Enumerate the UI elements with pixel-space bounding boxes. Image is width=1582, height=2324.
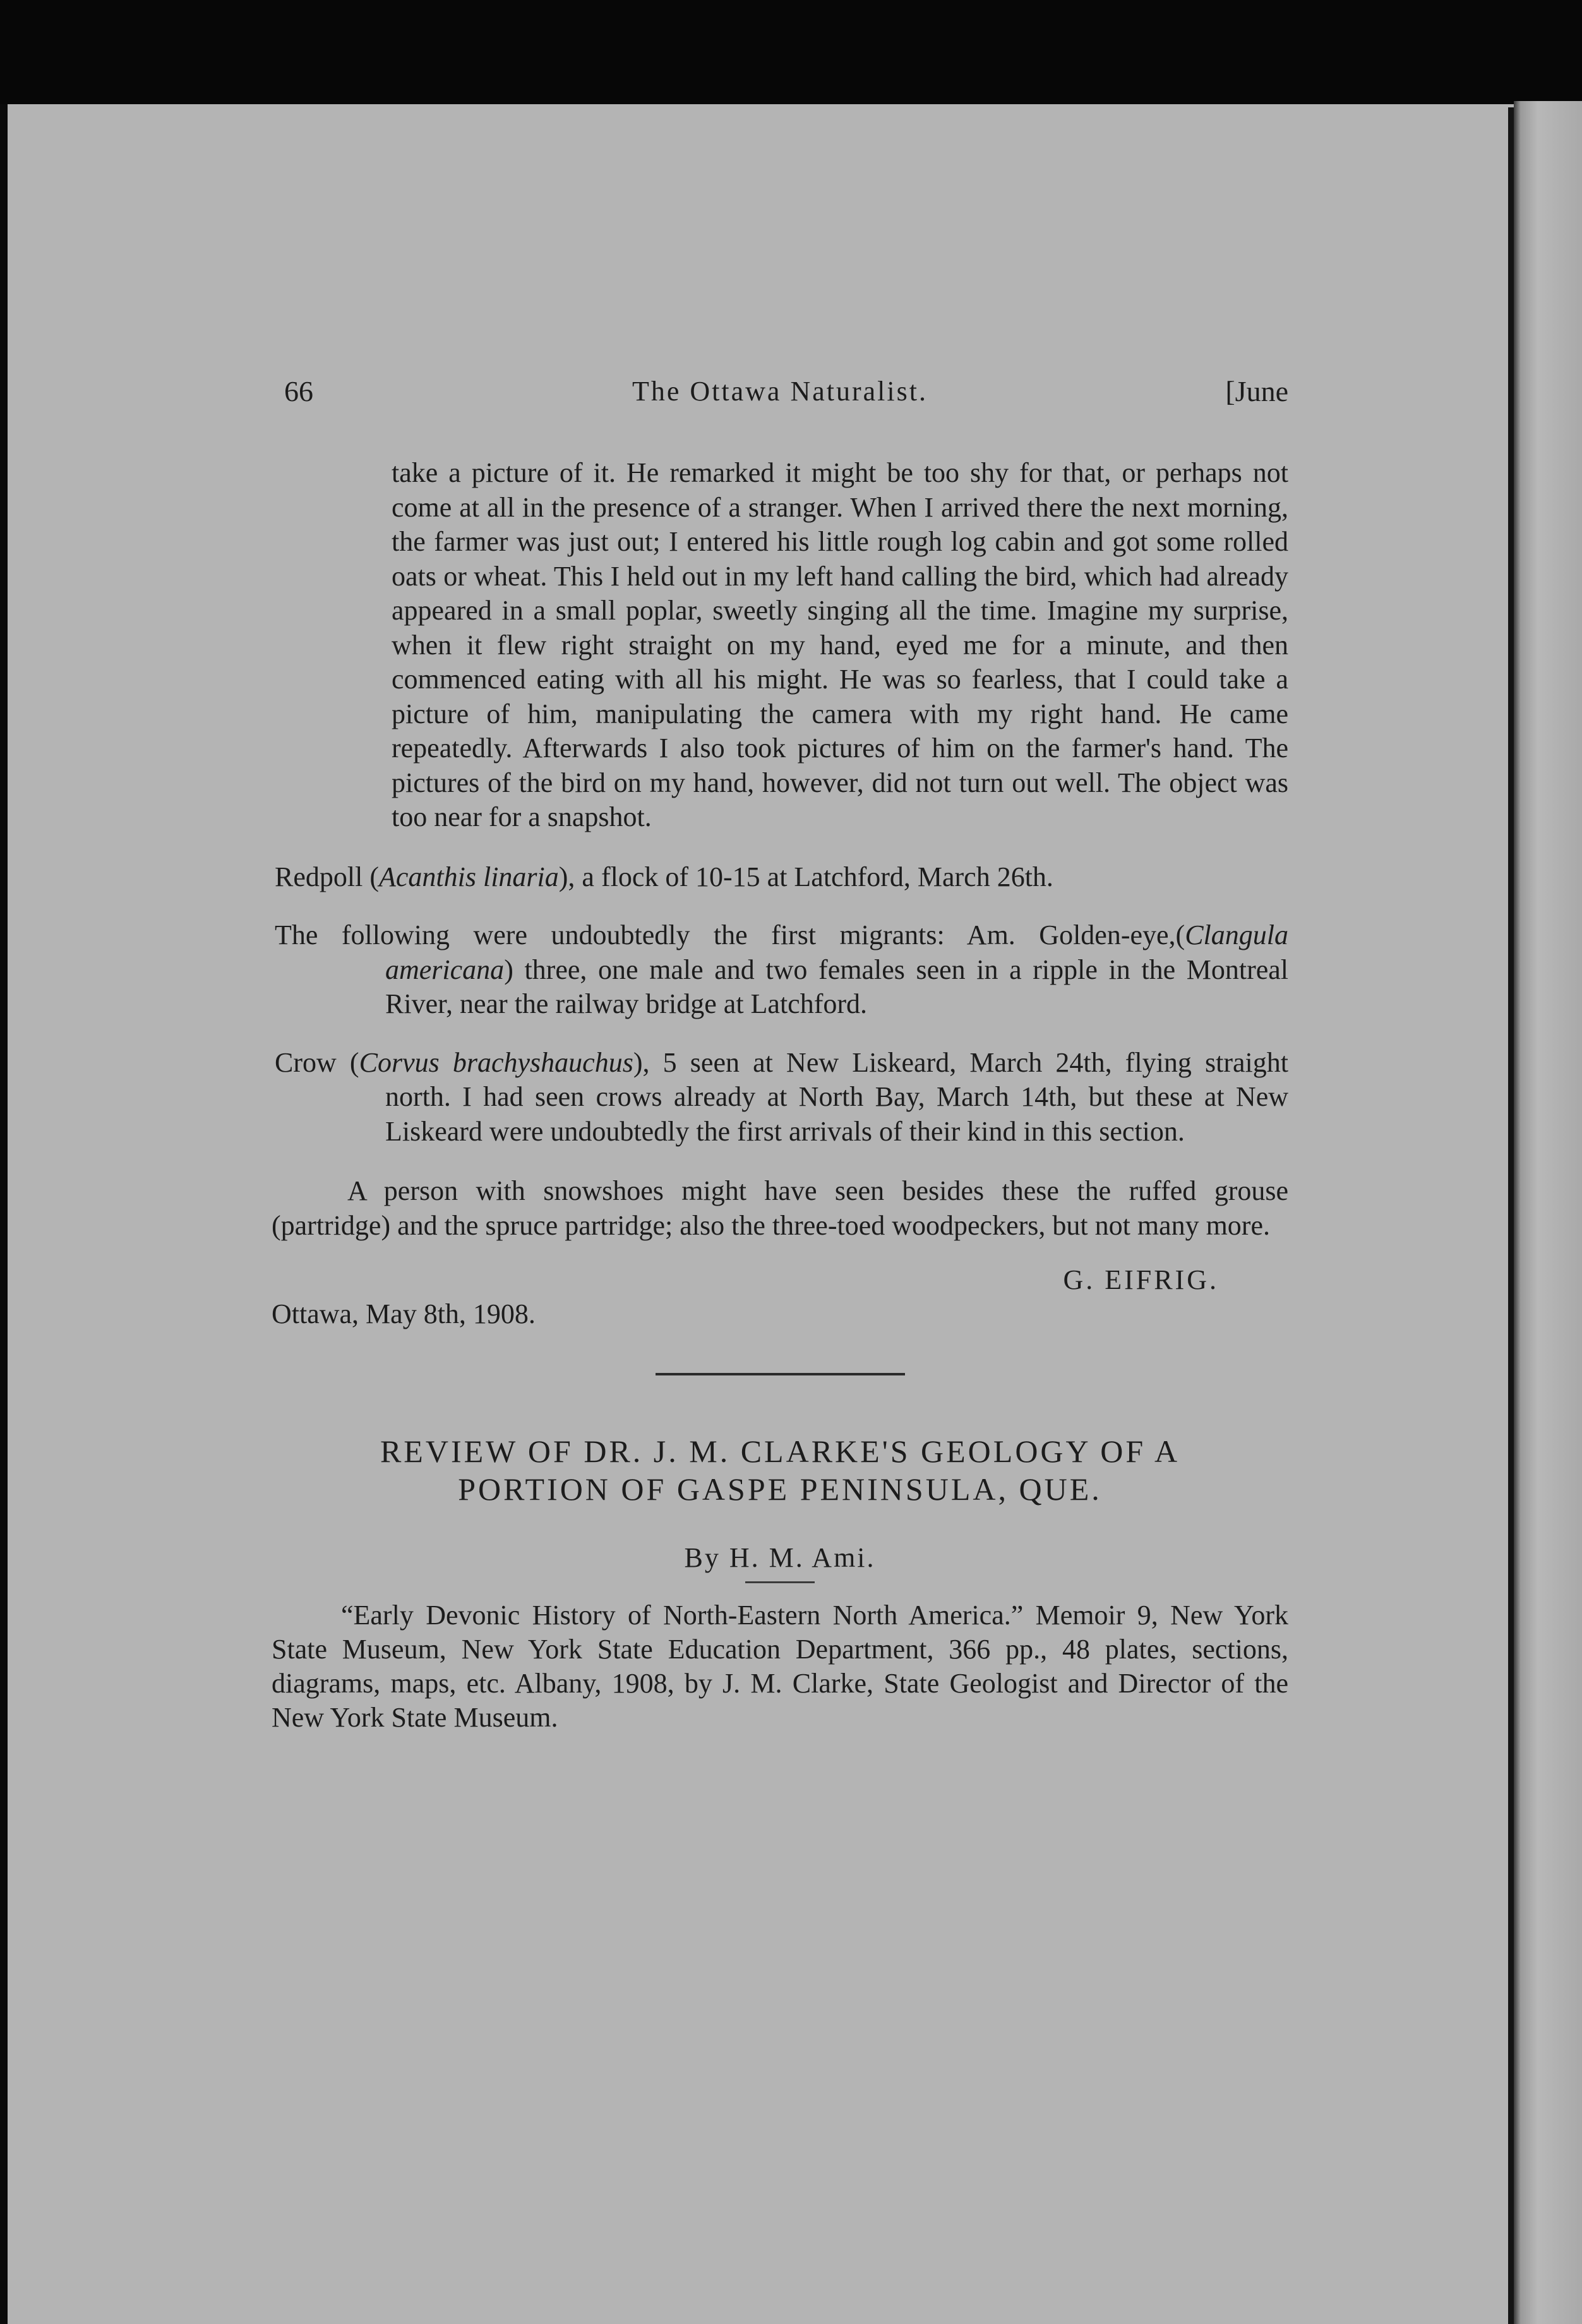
running-head [272,373,1288,410]
redpoll-entry: Redpoll (Acanthis linaria), a flock of 10-15 at Latchford, March 26th. [275,861,1053,892]
page-number: 66 [284,375,313,407]
review-citation: “Early Devonic History of North-Eastern North America.” Memoir 9, New York State Museum, New York State Education Department, 366 pp., 48 plates, sections, diagrams, maps, etc. Albany, 1908, by J. M. Clarke, State Geologist and Director of the New York State Museum. [272,1600,1288,1733]
review-title-line-2: PORTION OF GASPE PENINSULA, QUE. [458,1471,1102,1507]
dateline: Ottawa, May 8th, 1908. [272,1298,536,1329]
redpoll-scientific-name: Acanthis linaria [378,861,559,892]
journal-title: The Ottawa Naturalist. [632,376,928,407]
review-byline: By H. M. Ami. [684,1542,876,1573]
migrants-entry: The following were undoubtedly the first migrants: Am. Golden-eye,(Clangula americana) three, one male and two females seen in a ripple in the Montreal River, near the railway bridge at Latchford. [275,919,1288,1019]
closing-paragraph: A person with snowshoes might have seen besides these the ruffed grouse (partridge) and the spruce partridge; also the three-toed woodpeckers, but not many more. [272,1175,1288,1241]
crow-entry: Crow (Corvus brachyshauchus), 5 seen at New Liskeard, March 24th, flying straight north. I had seen crows already at North Bay, March 14th, but these at New Liskeard were undoubtedly the first arrivals of their kind in this section. [275,1046,1288,1147]
continuation-paragraph: take a picture of it. He remarked it might be too shy for that, or perhaps not come at all in the presence of a stranger. When I arrived there the next morning, the farmer was just out; I entered his little rough log cabin and got some rolled oats or wheat. This I held out in my left hand calling the bird, which had already appeared in a small poplar, sweetly singing all the time. Imagine my surprise, when it flew right straight on my hand, eyed me for a minute, and then commenced eating with all his might. He was so fearless, that I could take a picture of him, manipulating the camera with my right hand. He came repeatedly. Afterwards I also took pictures of him on the farmer's hand. The pictures of the bird on my hand, however, did not turn out well. The object was too near for a snapshot. [392,457,1288,832]
facing-page-edge [1514,101,1582,2324]
review-title-line-1: REVIEW OF DR. J. M. CLARKE'S GEOLOGY OF A [380,1434,1180,1469]
author-signature: G. EIFRIG. [1063,1264,1219,1295]
golden-eye-scientific-name: Clangula americana [385,919,1288,985]
issue-month: [June [1225,375,1288,407]
page-content [272,373,1288,1735]
scan-border-top [0,0,1582,104]
crow-scientific-name: Corvus brachyshauchus [359,1046,633,1078]
